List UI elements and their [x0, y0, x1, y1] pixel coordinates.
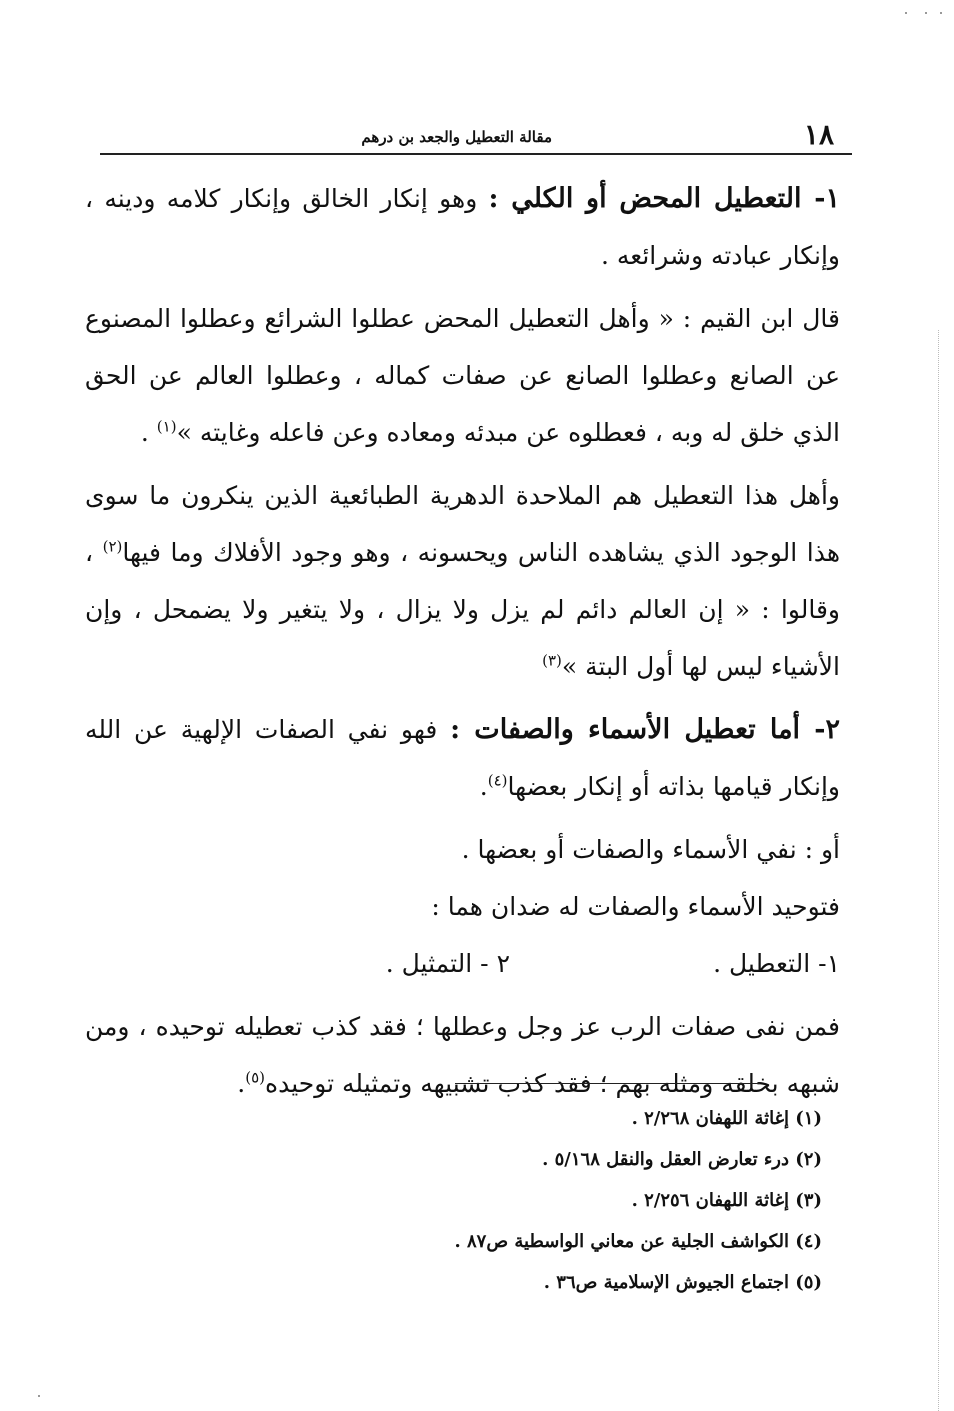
- list-item-2: ٢ - التمثيل .: [385, 949, 510, 978]
- scan-speck: [905, 12, 907, 14]
- footnote-2: (٢) درء تعارض العقل والنقل ٥/١٦٨ .: [542, 1149, 822, 1170]
- running-title: مقالة التعطيل والجعد بن درهم: [361, 128, 552, 146]
- paragraph-3-text-b: ، وقالوا : « إن العالم دائم لم يزل ولا يزال ، ولا يتغير ولا يضمحل ، وإن الأشياء ليس لها أول البتة »: [85, 538, 840, 681]
- footnote-ref-5: (٥): [245, 1068, 265, 1087]
- paragraph-4-end: .: [479, 772, 488, 801]
- footnotes: [300, 1098, 822, 1303]
- main-text: [85, 170, 840, 1118]
- footnote-3: (٣) إغاثة اللهفان ٢/٢٥٦ .: [631, 1190, 822, 1211]
- paragraph-7: [85, 998, 840, 1112]
- footnote-ref-2: (٢): [102, 537, 123, 556]
- scan-speck: [925, 12, 927, 14]
- paragraph-5: أو : نفي الأسماء والصفات أو بعضها .: [461, 835, 840, 864]
- paragraph-6: فتوحيد الأسماء والصفات له ضدان هما :: [431, 892, 840, 921]
- footnote-5: (٥) اجتماع الجيوش الإسلامية ص٣٦ .: [543, 1272, 822, 1293]
- footnote-ref-3: (٣): [542, 651, 562, 670]
- paragraph-2-end: .: [140, 418, 157, 447]
- section-heading-2: ٢- أما تعطيل الأسماء والصفات :: [450, 714, 840, 745]
- paragraph-4: [85, 701, 840, 815]
- footnote-4: (٤) الكواشف الجلية عن معاني الواسطية ص٨٧ .: [454, 1231, 822, 1252]
- header-rule: [100, 153, 852, 155]
- section-heading-1: ١- التعطيل المحض أو الكلي :: [488, 183, 840, 214]
- paragraph-4-text: فهو نفي الصفات الإلهية عن الله وإنكار قيامها بذاته أو إنكار بعضها: [85, 715, 840, 801]
- list-row: [85, 935, 840, 992]
- paragraph-3-text-a: وأهل هذا التعطيل هم الملاحدة الدهرية الطبائعية الذين ينكرون ما سوى هذا الوجود الذي يشاهده الناس ويحسونه ، وهو وجود الأفلاك وما فيها: [85, 481, 840, 567]
- paragraph-2: [85, 290, 840, 461]
- paragraph-7-end: .: [237, 1069, 246, 1098]
- page-header: [100, 118, 852, 154]
- footnote-ref-1: (١): [156, 417, 177, 436]
- paragraph-2-text: قال ابن القيم : « وأهل التعطيل المحض عطلوا الشرائع وعطلوا المصنوع عن الصانع وعطلوا الصانع عن صفات كماله ، وعطلوا العالم عن الحق الذي خلق له وبه ، فعطلوه عن مبدئه ومعاده وعن فاعله وغايته »: [85, 304, 840, 447]
- page-number: ١٨: [803, 118, 834, 151]
- footnote-1: (١) إغاثة اللهفان ٢/٢٦٨ .: [631, 1108, 822, 1129]
- scan-edge: [938, 330, 939, 1411]
- scan-speck: [38, 1395, 40, 1397]
- footnote-ref-4: (٤): [487, 771, 508, 790]
- paragraph-3: [85, 467, 840, 695]
- scan-speck: [940, 12, 942, 14]
- paragraph-1: [85, 170, 840, 284]
- paragraph-7-text: فمن نفى صفات الرب عز وجل وعطلها ؛ فقد كذب تعطيله توحيده ، ومن شبهه بخلقه ومثله بهم ؛ فقد كذب تشبيهه وتمثيله توحيده: [85, 1012, 840, 1098]
- footnote-rule: [455, 1083, 760, 1084]
- paragraph-1-text: وهو إنكار الخالق وإنكار كلامه ودينه ، وإنكار عبادته وشرائعه .: [85, 184, 840, 270]
- list-item-1: ١- التعطيل .: [713, 949, 840, 978]
